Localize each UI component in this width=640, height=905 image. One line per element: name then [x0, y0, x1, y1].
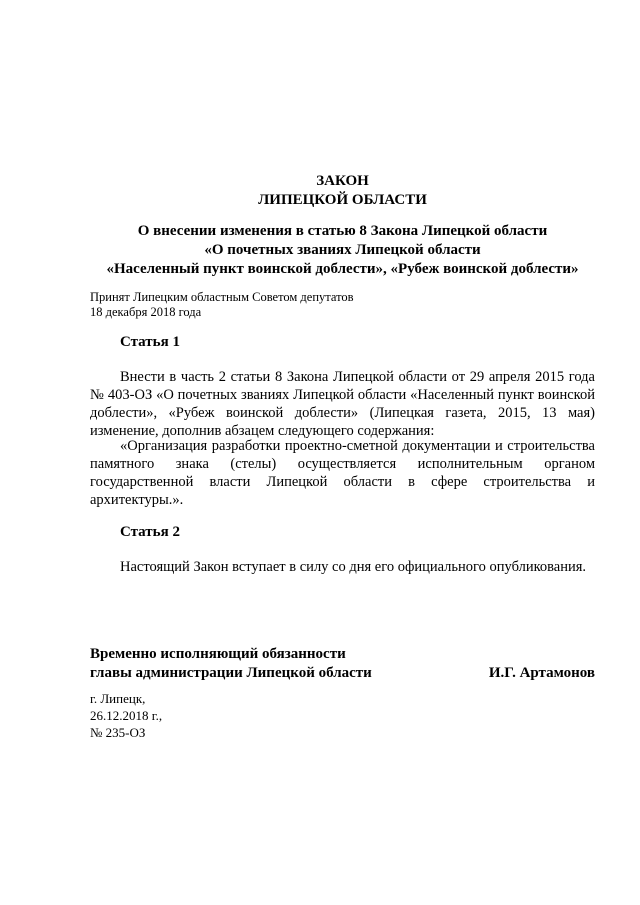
article-1-paragraph-1: Внести в часть 2 статьи 8 Закона Липецкой области от 29 апреля 2015 года № 403-ОЗ «О почетных званиях Липецкой области «Населенный пункт воинской доблести», «Рубеж воинской доблести» (Липецкая газета, 2015, 13 мая) изменение, дополнив абзацем следующего содержания: — [90, 369, 595, 439]
adoption-date: 18 декабря 2018 года — [90, 305, 202, 319]
article-1-heading: Статья 1 — [120, 334, 180, 350]
article-1-paragraph-2: «Организация разработки проектно-сметной документации и строительства памятного знака (стелы) осуществляется исполнительным органом государственной власти Липецкой области в сфере строительства и архитектуры.». — [90, 438, 595, 508]
law-title-line2: ЛИПЕЦКОЙ ОБЛАСТИ — [258, 192, 427, 208]
signer-position-line1: Временно исполняющий обязанности — [90, 646, 346, 662]
signer-name: И.Г. Артамонов — [488, 665, 595, 681]
signer-position-line2: главы администрации Липецкой области — [90, 665, 372, 681]
article-2-heading: Статья 2 — [120, 524, 180, 540]
adoption-body: Принят Липецким областным Советом депутатов — [90, 290, 354, 304]
meta-date: 26.12.2018 г., — [90, 708, 163, 723]
adoption-note — [90, 290, 595, 320]
document-meta — [90, 690, 390, 741]
law-title — [90, 172, 595, 210]
law-subtitle — [90, 222, 595, 279]
law-subtitle-line1: О внесении изменения в статью 8 Закона Липецкой области — [137, 223, 548, 239]
law-title-line1: ЗАКОН — [316, 173, 369, 189]
signature-row — [90, 664, 595, 683]
law-subtitle-line3: «Населенный пункт воинской доблести», «Рубеж воинской доблести» — [106, 261, 579, 277]
law-subtitle-line2: «О почетных званиях Липецкой области — [204, 242, 481, 258]
meta-place: г. Липецк, — [90, 691, 146, 706]
meta-number: № 235-ОЗ — [90, 725, 146, 740]
signature-block — [90, 645, 595, 683]
article-2-paragraph-1: Настоящий Закон вступает в силу со дня его официального опубликования. — [120, 559, 587, 575]
